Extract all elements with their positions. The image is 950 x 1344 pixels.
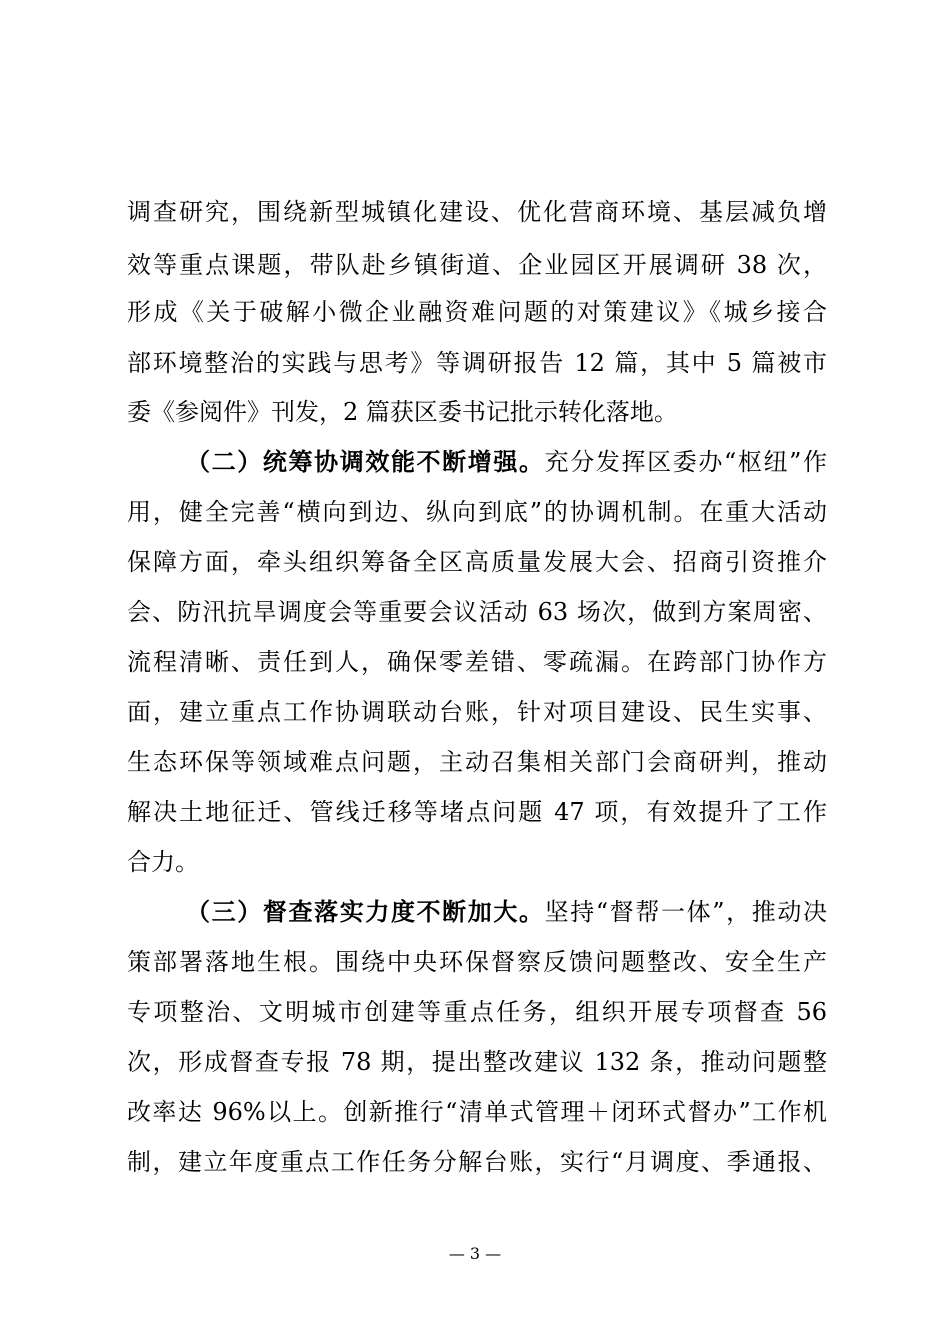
body-text-line: 调查研究，围绕新型城镇化建设、优化营商环境、基层减负增 (127, 198, 827, 226)
body-text-line: 制，建立年度重点工作任务分解台账，实行“月调度、季通报、 (127, 1148, 827, 1176)
body-text-line: 面，建立重点工作协调联动台账，针对项目建设、民生实事、 (127, 698, 827, 726)
body-text: 充分发挥区委办“枢纽”作 (544, 448, 827, 476)
body-text-line: 解决土地征迁、管线迁移等堵点问题 47 项，有效提升了工作 (127, 798, 827, 826)
body-text-line: 次，形成督查专报 78 期，提出整改建议 132 条，推动问题整 (127, 1048, 827, 1076)
section-heading: （二）统筹协调效能不断增强。 (186, 447, 545, 476)
body-text-line: 流程清晰、责任到人，确保零差错、零疏漏。在跨部门协作方 (127, 648, 827, 676)
body-text: 坚持“督帮一体”，推动决 (544, 898, 827, 926)
body-text-line: 合力。 (127, 848, 199, 876)
body-text-line: 效等重点课题，带队赴乡镇街道、企业园区开展调研 38 次， (127, 251, 827, 279)
page-number: — 3 — (448, 1244, 502, 1263)
body-text-line: 生态环保等领域难点问题，主动召集相关部门会商研判，推动 (127, 748, 827, 776)
body-text-line: 改率达 96%以上。创新推行“清单式管理＋闭环式督办”工作机 (127, 1098, 827, 1126)
section-heading: （三）督查落实力度不断加大。 (186, 897, 545, 926)
section-heading-line (186, 897, 827, 927)
body-text-line: 策部署落地生根。围绕中央环保督察反馈问题整改、安全生产 (127, 948, 827, 976)
body-text-line: 专项整治、文明城市创建等重点任务，组织开展专项督查 56 (127, 998, 827, 1026)
body-text-line: 委《参阅件》刊发，2 篇获区委书记批示转化落地。 (127, 398, 678, 426)
body-text-line: 保障方面，牵头组织筹备全区高质量发展大会、招商引资推介 (127, 548, 827, 576)
body-text-line: 会、防汛抗旱调度会等重要会议活动 63 场次，做到方案周密、 (127, 598, 827, 626)
section-heading-line (186, 447, 827, 477)
body-text-line: 用，健全完善“横向到边、纵向到底”的协调机制。在重大活动 (127, 498, 827, 526)
body-text-line: 形成《关于破解小微企业融资难问题的对策建议》《城乡接合 (127, 298, 827, 326)
body-text-line: 部环境整治的实践与思考》等调研报告 12 篇，其中 5 篇被市 (127, 349, 827, 377)
